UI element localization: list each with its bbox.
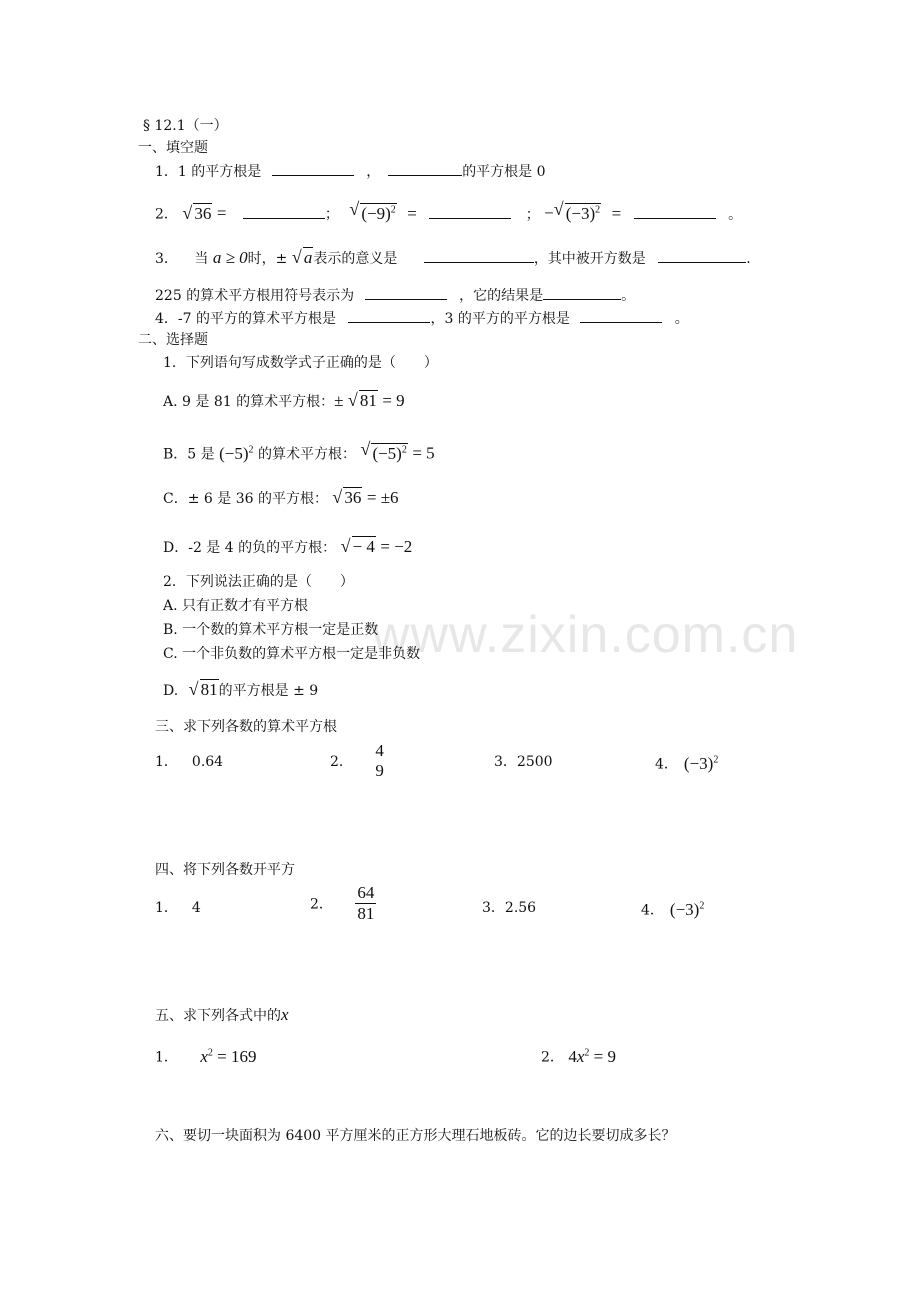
s4-item-4: 4． $(-3)^2$ xyxy=(641,899,705,919)
section-header: § 12.1（一） xyxy=(143,118,228,134)
answer-blank[interactable] xyxy=(424,248,534,263)
section-4-title: 四、将下列各数开平方 xyxy=(155,862,295,878)
s2-q1-option-b: B．5 是 $(-5)^2$ 的算术平方根： √ $(-5)^2 = 5$ xyxy=(163,440,435,465)
s4-item-1: 1． 4 xyxy=(155,900,201,916)
s2-q1-option-a: A. 9 是 81 的算术平方根：± √ 81 = 9 xyxy=(163,391,405,412)
s2-q2-option-b: B. 一个数的算术平方根一定是正数 xyxy=(163,622,379,638)
section-3-title: 三、求下列各数的算术平方根 xyxy=(155,719,337,735)
answer-blank[interactable] xyxy=(365,285,447,300)
s2-q2-option-d: D. √ 81的平方根是 ± 9 xyxy=(163,680,318,701)
section-1-title: 一、填空题 xyxy=(138,140,208,156)
s1-question-1: 1．1 的平方根是 ， 的平方根是 0 xyxy=(155,161,546,182)
answer-blank[interactable] xyxy=(634,204,716,219)
s2-question-1-stem: 1．下列语句写成数学式子正确的是（ ） xyxy=(163,355,438,371)
s3-item-2: 2． 4 9 xyxy=(330,741,384,780)
s2-q1-option-d: D．-2 是 4 的负的平方根： √ − 4 = −2 xyxy=(163,537,412,558)
s2-question-2-stem: 2．下列说法正确的是（ ） xyxy=(163,574,354,590)
s1-question-4: 4．-7 的平方的算术平方根是 ，3 的平方的平方根是 。 xyxy=(155,308,689,329)
answer-blank[interactable] xyxy=(348,308,430,323)
s1-question-3b: 225 的算术平方根用符号表示为 ，它的结果是 。 xyxy=(155,285,635,306)
answer-blank[interactable] xyxy=(388,161,462,176)
s4-item-3: 3．2.56 xyxy=(482,900,537,916)
s2-q2-option-a: A. 只有正数才有平方根 xyxy=(163,598,309,614)
s3-item-1: 1． 0.64 xyxy=(155,754,224,770)
watermark: www.zixin.com.cn xyxy=(372,606,799,664)
answer-blank[interactable] xyxy=(580,308,662,323)
section-6-title: 六、要切一块面积为 6400 平方厘米的正方形大理石地板砖。它的边长要切成多长？ xyxy=(155,1128,676,1144)
s5-item-1: 1． $x^2 = 169$ xyxy=(155,1046,257,1066)
s3-item-3: 3．2500 xyxy=(494,754,553,770)
answer-blank[interactable] xyxy=(243,204,325,219)
s3-item-4: 4． $(-3)^2$ xyxy=(655,753,719,773)
s2-q2-option-c: C. 一个非负数的算术平方根一定是非负数 xyxy=(163,646,421,662)
s4-item-2: 2． $\frac{64}{81}$ xyxy=(310,883,375,923)
answer-blank[interactable] xyxy=(658,248,746,263)
s5-item-2: 2． $4x^2 = 9$ xyxy=(541,1046,617,1066)
answer-blank[interactable] xyxy=(272,161,354,176)
section-5-title: 五、求下列各式中的x xyxy=(155,1005,289,1024)
s1-question-2: 2． √ 36 = ； √ $(-9)^2$ = ； −√ $(-3)^2$ = 。 xyxy=(155,200,742,225)
section-2-title: 二、选择题 xyxy=(138,332,208,348)
answer-blank[interactable] xyxy=(429,204,511,219)
answer-blank[interactable] xyxy=(543,285,621,300)
s1-question-3: 3． 当 a ≥ 0时，± √ a表示的意义是 ，其中被开方数是 . xyxy=(155,248,751,269)
s2-q1-option-c: C．± 6 是 36 的平方根： √ 36 = ±6 xyxy=(163,488,399,509)
